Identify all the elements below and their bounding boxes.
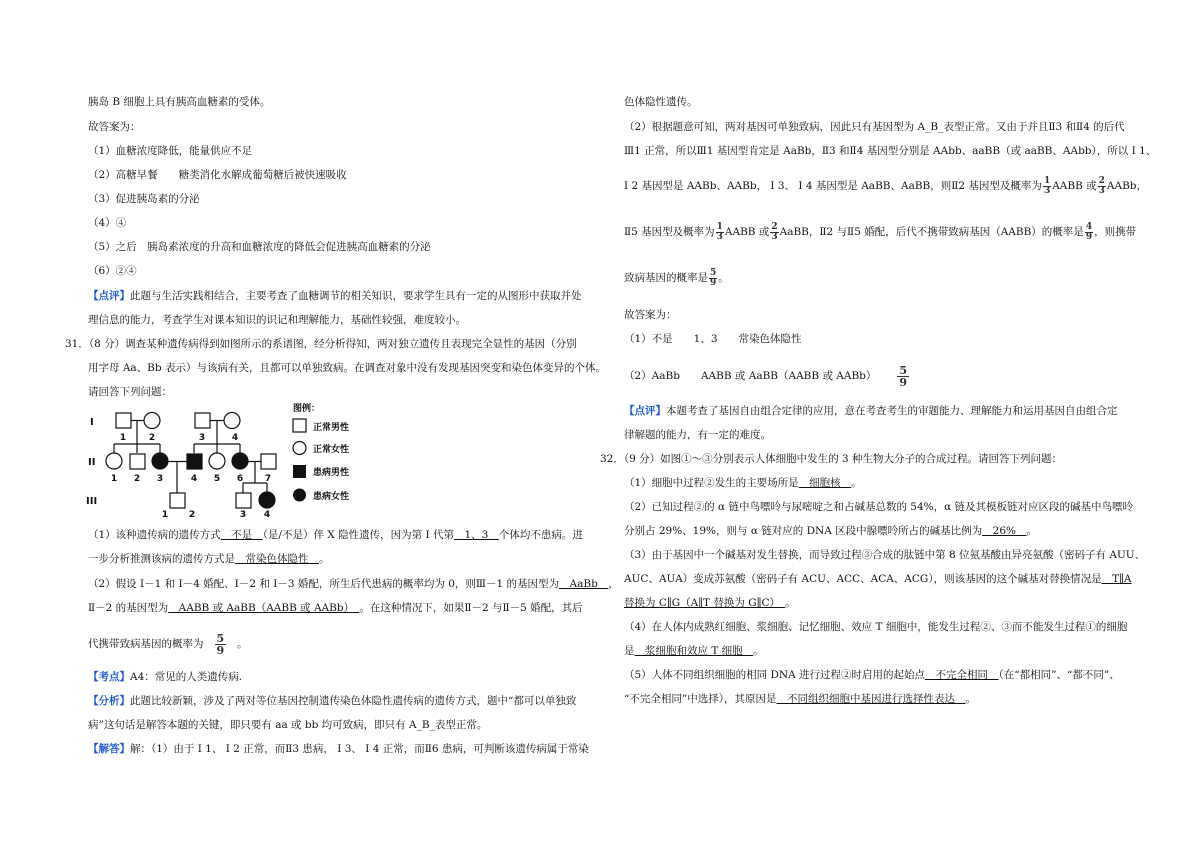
sub-question-4: （4）在人体内成熟红细胞、浆细胞、记忆细胞、效应 T 细胞中，能发生过程②、③而不能发生过程①的细胞 <box>624 621 1128 633</box>
comment-line <box>624 404 1118 418</box>
numerator: 2 <box>771 221 778 232</box>
generation-label: III <box>86 496 98 507</box>
text: 。在这种情况下，如果Ⅱ－2 与Ⅱ－5 婚配，其后 <box>359 602 583 614</box>
text: 。 <box>753 645 764 657</box>
analysis-tag: 【分析】 <box>88 695 130 707</box>
text: 。 <box>319 553 330 565</box>
text: 一步分析推测该病的遗传方式是 <box>88 553 235 565</box>
text: 。 <box>718 272 729 284</box>
numerator: 5 <box>899 363 908 377</box>
text: （1）该种遗传病的遗传方式 <box>88 529 221 541</box>
legend-affected-female-icon <box>293 489 306 502</box>
individual-number: 4 <box>263 510 271 518</box>
text-line: （1）不是 1、3 常染色体隐性 <box>624 333 802 345</box>
fraction <box>897 365 909 388</box>
denominator: 9 <box>1085 231 1093 242</box>
text: （在“都相同”、“都不同”、 <box>998 669 1120 681</box>
fraction <box>716 223 724 242</box>
individual-number: 1 <box>161 510 169 518</box>
text: 。 <box>965 693 976 705</box>
numerator: 5 <box>710 267 717 278</box>
text-line: 用字母 Aa、Bb 表示）与该病有关，且都可以单独致病。在调查对象中没有发现基因突变和染色体变异的个体。 <box>88 362 606 374</box>
text: 。 <box>785 597 796 609</box>
answer-blank: T∥A <box>1101 573 1132 585</box>
individual-number: 3 <box>156 474 164 484</box>
text-line: 故答案为： <box>624 309 677 321</box>
answer-blank: 26% <box>982 525 1027 537</box>
legend-label: 正常男性 <box>313 423 350 433</box>
individual-number: 5 <box>213 474 221 484</box>
affected-female <box>152 453 168 469</box>
text: （2）AaBb AABB 或 AaBB（AABB 或 AABb） <box>624 370 877 382</box>
affected-female <box>259 492 275 508</box>
solution-tag: 【解答】 <box>88 743 130 755</box>
answer-blank: AaBb <box>559 578 609 590</box>
text-line <box>624 222 1136 242</box>
text: 是 <box>624 645 635 657</box>
text: AABb， <box>1106 180 1148 192</box>
question-number: 32． <box>600 453 624 465</box>
normal-male <box>236 493 251 508</box>
individual-number: 2 <box>148 433 156 443</box>
text-line <box>624 364 912 388</box>
text-line: （3）促进胰岛素的分泌 <box>88 193 200 205</box>
numerator: 4 <box>1085 221 1093 232</box>
question-31 <box>65 337 577 351</box>
text-line: 律解题的能力，有一定的难度。 <box>624 429 771 441</box>
individual-number: 3 <box>198 433 206 443</box>
text: （1）细胞中过程②发生的主要场所是 <box>624 477 799 489</box>
normal-female <box>144 413 160 429</box>
legend-label: 患病女性 <box>313 492 350 502</box>
text-line <box>624 644 764 658</box>
normal-female <box>106 453 122 469</box>
individual-number: 1 <box>110 474 118 484</box>
knowledge-point-line <box>88 670 242 684</box>
text-line <box>624 524 1037 538</box>
text-line: （4）④ <box>88 217 127 229</box>
comment-tag: 【点评】 <box>88 290 130 302</box>
individual-number: 3 <box>239 510 247 518</box>
text-line: 故答案为： <box>88 121 141 133</box>
text-line <box>624 176 1147 196</box>
text: AABB 或 <box>724 226 770 238</box>
answer-blank <box>204 631 238 657</box>
text: 个体均不患病。进 <box>498 529 583 541</box>
normal-male <box>130 454 145 469</box>
text: 本题考查了基因自由组合定律的应用，意在考查考生的审题能力、理解能力和运用基因自由组合定 <box>666 405 1118 417</box>
legend <box>293 402 349 502</box>
comment-text: 此题与生活实践相结合，主要考查了血糖调节的相关知识，要求学生具有一定的从图形中获取并处 <box>130 290 582 302</box>
answer-blank: 替换为 C∥G（A∥T 替换为 G∥C） <box>624 597 786 609</box>
text: I 2 基因型是 AABb、AABb， I 3、 I 4 基因型是 AaBB、AaBB，则Ⅱ2 基因型及概率为 <box>624 180 1042 192</box>
text: A4：常见的人类遗传病. <box>130 671 243 683</box>
analysis-line <box>88 694 576 708</box>
text: 。 <box>237 638 248 650</box>
generation-label: II <box>88 457 96 468</box>
text-line: 色体隐性遗传。 <box>624 96 698 108</box>
text-line <box>624 268 729 288</box>
pedigree-chart <box>80 400 380 518</box>
individual-number: 2 <box>188 510 196 518</box>
denominator: 9 <box>216 643 225 657</box>
text: 分别占 29%、19%，则与 α 链对应的 DNA 区段中腺嘌呤所占的碱基比例为 <box>624 525 983 537</box>
text-line <box>88 632 248 656</box>
denominator: 3 <box>771 231 778 242</box>
text-line: 胰岛 B 细胞上具有胰高血糖素的受体。 <box>88 96 271 108</box>
fraction <box>770 223 778 242</box>
answer-blank: 不是 <box>220 529 263 541</box>
normal-female <box>224 413 240 429</box>
text: 代携带致病基因的概率为 <box>88 638 204 650</box>
sub-question-2: （2）已知过程②的 α 链中鸟嘌呤与尿嘧啶之和占碱基总数的 54%，α 链及其模板链对应区段的碱基中鸟嘌呤 <box>624 501 1134 513</box>
text-line <box>88 552 330 566</box>
text-line: Ⅲ1 正常，所以Ⅲ1 基因型肯定是 AaBb，Ⅱ3 和Ⅱ4 基因型分别是 AAbb、aaBB（或 aaBB、AAbb），所以 I 1、 <box>624 145 1157 157</box>
answer-blank: AABB 或 AaBB（AABB 或 AABb） <box>168 602 360 614</box>
normal-male <box>195 413 210 428</box>
knowledge-point-tag: 【考点】 <box>88 671 130 683</box>
text: 致病基因的概率是 <box>624 272 708 284</box>
comment-tag: 【点评】 <box>624 405 666 417</box>
text-line: （1）血糖浓度降低，能量供应不足 <box>88 145 253 157</box>
sub-question-1 <box>88 528 583 542</box>
text: Ⅱ－2 的基因型为 <box>88 602 169 614</box>
fraction <box>1098 177 1106 196</box>
text: （2）假设 I－1 和 I－4 婚配、I－2 和 I－3 婚配，所生后代患病的概率均为 0，则Ⅲ－1 的基因型为 <box>88 578 560 590</box>
affected-male <box>187 454 202 469</box>
question-32 <box>600 452 1062 466</box>
text-line: （6）②④ <box>88 265 137 277</box>
text-line <box>88 601 583 615</box>
question-number: 31． <box>65 338 89 350</box>
denominator: 3 <box>1043 185 1051 196</box>
fraction <box>1043 177 1051 196</box>
sub-question-1 <box>624 476 862 490</box>
numerator: 1 <box>1043 175 1051 186</box>
individual-number: 6 <box>236 474 244 484</box>
text: 此题比较新颖，涉及了两对等位基因控制遗传染色体隐性遗传病的遗传方式，题中“都可以单独致 <box>130 695 577 707</box>
individual-number: 4 <box>190 474 198 484</box>
fraction <box>709 269 717 288</box>
legend-normal-male-icon <box>293 419 306 432</box>
text: （5）人体不同组织细胞的相同 DNA 进行过程②时启用的起始点 <box>624 669 926 681</box>
text: 解：（1）由于 I 1、 I 2 正常，而Ⅱ3 患病， I 3、 I 4 正常，而Ⅱ6 患病，可判断该遗传病属于常染 <box>130 743 589 755</box>
fraction <box>1085 223 1093 242</box>
normal-male <box>116 413 131 428</box>
individual-number: 7 <box>264 474 272 484</box>
fraction <box>215 633 227 656</box>
individual-number: 2 <box>133 474 141 484</box>
text: ，则携带 <box>1094 226 1137 238</box>
individual-number: 1 <box>119 433 127 443</box>
text: 。 <box>1026 525 1037 537</box>
answer-blank: 浆细胞和效应 T 细胞 <box>634 645 754 657</box>
answer-blank: 常染色体隐性 <box>235 553 319 565</box>
text-line: 病”这句话是解答本题的关键，即只要有 aa 或 bb 均可致病，即只有 A_B_表型正常。 <box>88 719 488 731</box>
denominator: 9 <box>710 277 717 288</box>
legend-normal-female-icon <box>293 442 306 455</box>
text-line <box>624 572 1132 586</box>
text-line: （5）之后 胰岛素浓度的升高和血糖浓度的降低会促进胰高血糖素的分泌 <box>88 241 431 253</box>
affected-female <box>232 453 248 469</box>
text-line <box>624 692 976 706</box>
text: 。 <box>851 477 862 489</box>
answer-blank: 1、3 <box>453 529 499 541</box>
normal-male <box>261 454 276 469</box>
comment-line <box>88 289 582 303</box>
text: AABB 或 <box>1052 180 1097 192</box>
legend-title: 图例： <box>293 404 321 414</box>
text: AUC、AUA）变成苏氨酸（密码子有 ACU、ACC、ACA、ACG），则该基因的这个碱基对替换情况是 <box>624 573 1102 585</box>
numerator: 1 <box>716 221 723 232</box>
text-line <box>624 596 796 610</box>
text-line: 理信息的能力，考查学生对课本知识的识记和理解能力，基础性较强，难度较小。 <box>88 314 466 326</box>
question-text: （9 分）如图①～③分别表示人体细胞中发生的 3 种生物大分子的合成过程。请回答下列问题： <box>623 453 1062 465</box>
text: AaBB，Ⅱ2 与Ⅱ5 婚配，后代不携带致病基因（AABB）的概率是 <box>779 226 1084 238</box>
generation-label: I <box>90 417 94 428</box>
numerator: 2 <box>1098 175 1105 186</box>
question-text: （8 分）调查某种遗传病得到如图所示的系谱图，经分析得知，两对独立遗传且表现完全显性的基因（分别 <box>88 338 577 350</box>
individual-number: 4 <box>231 433 239 443</box>
legend-label: 正常女性 <box>313 445 350 455</box>
answer-blank: 细胞核 <box>798 477 852 489</box>
answer-blank: 不同组织细胞中基因进行选择性表达 <box>776 693 966 705</box>
denominator: 9 <box>899 375 908 389</box>
legend-affected-male-icon <box>293 465 306 478</box>
sub-question-3: （3）由于基因中一个碱基对发生替换，而导致过程③合成的肽链中第 8 位氨基酸由异亮氨酸（密码子有 AUU、 <box>624 549 1146 561</box>
text: （是/不是）伴 X 隐性遗传，因为第 I 代第 <box>262 529 454 541</box>
normal-male <box>170 493 185 508</box>
sub-question-5 <box>624 668 1120 682</box>
text: “不完全相同”中选择），其原因是 <box>624 693 777 705</box>
sub-question-2 <box>88 577 619 591</box>
text-line: （2）根据题意可知，两对基因可单独致病，因此只有基因型为 A_B_表型正常。又由于并且Ⅱ3 和Ⅱ4 的后代 <box>624 121 1125 133</box>
text-line: （2）高糖早餐 糖类消化水解成葡萄糖后被快速吸收 <box>88 169 347 181</box>
text-line: 请回答下列问题： <box>88 386 172 398</box>
denominator: 3 <box>716 231 723 242</box>
denominator: 3 <box>1098 185 1105 196</box>
text: Ⅱ5 基因型及概率为 <box>624 226 715 238</box>
numerator: 5 <box>216 631 225 645</box>
solution-line <box>88 742 589 756</box>
legend-label: 患病男性 <box>313 468 350 478</box>
normal-female <box>209 453 225 469</box>
text: ， <box>608 578 619 590</box>
answer-blank: 不完全相同 <box>925 669 999 681</box>
